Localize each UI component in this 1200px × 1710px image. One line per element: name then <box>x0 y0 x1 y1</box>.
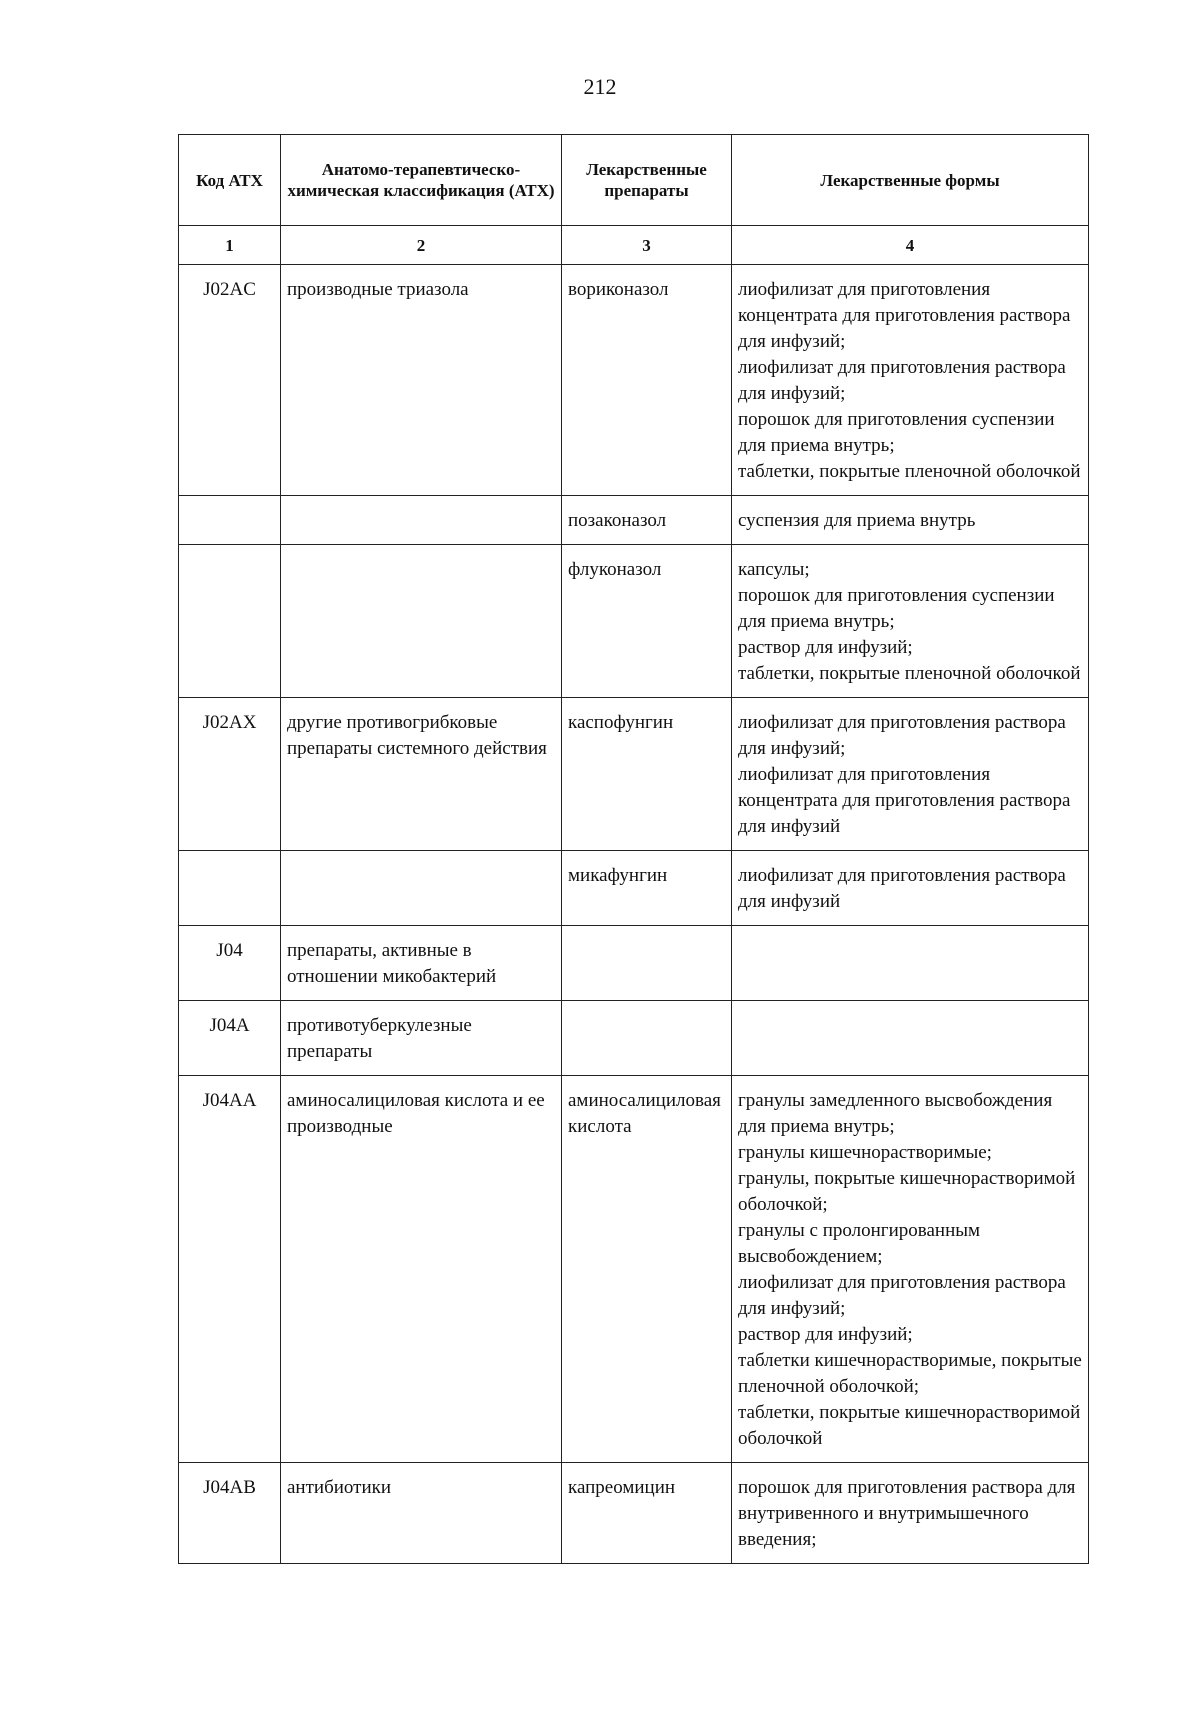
column-number: 2 <box>281 226 562 265</box>
cell-code <box>179 851 281 926</box>
cell-text: J04A <box>209 1015 250 1036</box>
cell-classification <box>281 545 562 698</box>
cell-classification <box>281 496 562 545</box>
cell-classification <box>281 265 562 496</box>
table-row <box>179 851 1089 926</box>
cell-text: таблетки, покрытые пленочной оболочкой <box>738 461 1081 482</box>
cell-text: препараты, активные в отношении микобактерий <box>287 940 497 987</box>
table-row <box>179 1463 1089 1564</box>
cell-forms <box>732 1463 1089 1564</box>
cell-text: лиофилизат для приготовления раствора для инфузий; <box>738 712 1066 759</box>
cell-text: аминосалициловая кислота и ее производные <box>287 1090 545 1137</box>
cell-classification <box>281 1001 562 1076</box>
cell-text: лиофилизат для приготовления концентрата для приготовления раствора для инфузий; <box>738 279 1071 352</box>
cell-text: гранулы, покрытые кишечнорастворимой оболочкой; <box>738 1168 1076 1215</box>
cell-text: гранулы замедленного высвобождения для приема внутрь; <box>738 1090 1053 1137</box>
header-forms: Лекарственные формы <box>732 135 1089 226</box>
cell-forms <box>732 926 1089 1001</box>
cell-drug <box>562 1001 732 1076</box>
header-classification: Анатомо-терапевтическо-химическая классификация (АТХ) <box>281 135 562 226</box>
cell-drug <box>562 926 732 1001</box>
column-number: 4 <box>732 226 1089 265</box>
cell-forms <box>732 1076 1089 1463</box>
cell-text: другие противогрибковые препараты системного действия <box>287 712 547 759</box>
page-number: 212 <box>583 74 617 99</box>
cell-forms <box>732 265 1089 496</box>
cell-text: таблетки, покрытые кишечнорастворимой оболочкой <box>738 1402 1081 1449</box>
cell-text: производные триазола <box>287 279 469 300</box>
cell-text: микафунгин <box>568 865 668 886</box>
cell-classification <box>281 926 562 1001</box>
cell-text: противотуберкулезные препараты <box>287 1015 472 1062</box>
cell-drug <box>562 496 732 545</box>
cell-text: антибиотики <box>287 1477 392 1498</box>
table-row <box>179 265 1089 496</box>
cell-text: каспофунгин <box>568 712 674 733</box>
table-row <box>179 926 1089 1001</box>
cell-text: порошок для приготовления суспензии для приема внутрь; <box>738 409 1055 456</box>
cell-drug <box>562 1076 732 1463</box>
cell-drug <box>562 698 732 851</box>
cell-drug <box>562 851 732 926</box>
cell-classification <box>281 1076 562 1463</box>
column-number-row <box>179 226 1089 265</box>
cell-code <box>179 1001 281 1076</box>
cell-text: таблетки, покрытые пленочной оболочкой <box>738 663 1081 684</box>
table-row <box>179 1076 1089 1463</box>
column-number: 3 <box>562 226 732 265</box>
table-body <box>179 265 1089 1564</box>
cell-code <box>179 496 281 545</box>
cell-text: порошок для приготовления суспензии для приема внутрь; <box>738 585 1055 632</box>
cell-text: J04AB <box>203 1477 256 1498</box>
table-row <box>179 1001 1089 1076</box>
cell-code <box>179 926 281 1001</box>
column-number: 1 <box>179 226 281 265</box>
cell-text: капсулы; <box>738 559 810 580</box>
cell-classification <box>281 698 562 851</box>
cell-text: позаконазол <box>568 510 667 531</box>
cell-code <box>179 1463 281 1564</box>
cell-text: J02AC <box>203 279 256 300</box>
header-row <box>179 135 1089 226</box>
header-code: Код АТХ <box>179 135 281 226</box>
cell-text: J04 <box>216 940 243 961</box>
header-drugs: Лекарственные препараты <box>562 135 732 226</box>
cell-text: раствор для инфузий; <box>738 637 913 658</box>
cell-text: лиофилизат для приготовления раствора для инфузий; <box>738 357 1066 404</box>
cell-text: аминосалициловая кислота <box>568 1090 721 1137</box>
cell-text: таблетки кишечнорастворимые, покрытые пленочной оболочкой; <box>738 1350 1082 1397</box>
cell-text: лиофилизат для приготовления раствора для инфузий <box>738 865 1066 912</box>
cell-text: порошок для приготовления раствора для внутривенного и внутримышечного введения; <box>738 1477 1076 1550</box>
cell-drug <box>562 265 732 496</box>
cell-text: вориконазол <box>568 279 669 300</box>
atx-table <box>178 134 1089 1564</box>
cell-text: раствор для инфузий; <box>738 1324 913 1345</box>
cell-forms <box>732 698 1089 851</box>
cell-drug <box>562 545 732 698</box>
cell-text: лиофилизат для приготовления раствора для инфузий; <box>738 1272 1066 1319</box>
cell-text: гранулы кишечнорастворимые; <box>738 1142 992 1163</box>
cell-text: лиофилизат для приготовления концентрата для приготовления раствора для инфузий <box>738 764 1071 837</box>
cell-forms <box>732 496 1089 545</box>
cell-text: суспензия для приема внутрь <box>738 510 976 531</box>
table-row <box>179 698 1089 851</box>
cell-code <box>179 265 281 496</box>
cell-drug <box>562 1463 732 1564</box>
cell-code <box>179 698 281 851</box>
cell-classification <box>281 851 562 926</box>
cell-text: гранулы с пролонгированным высвобождением; <box>738 1220 981 1267</box>
cell-forms <box>732 851 1089 926</box>
cell-text: капреомицин <box>568 1477 676 1498</box>
cell-text: J02AX <box>202 712 257 733</box>
table-row <box>179 545 1089 698</box>
table-row <box>179 496 1089 545</box>
cell-forms <box>732 1001 1089 1076</box>
cell-text: J04AA <box>202 1090 257 1111</box>
cell-forms <box>732 545 1089 698</box>
cell-classification <box>281 1463 562 1564</box>
cell-text: флуконазол <box>568 559 662 580</box>
cell-code <box>179 545 281 698</box>
cell-code <box>179 1076 281 1463</box>
